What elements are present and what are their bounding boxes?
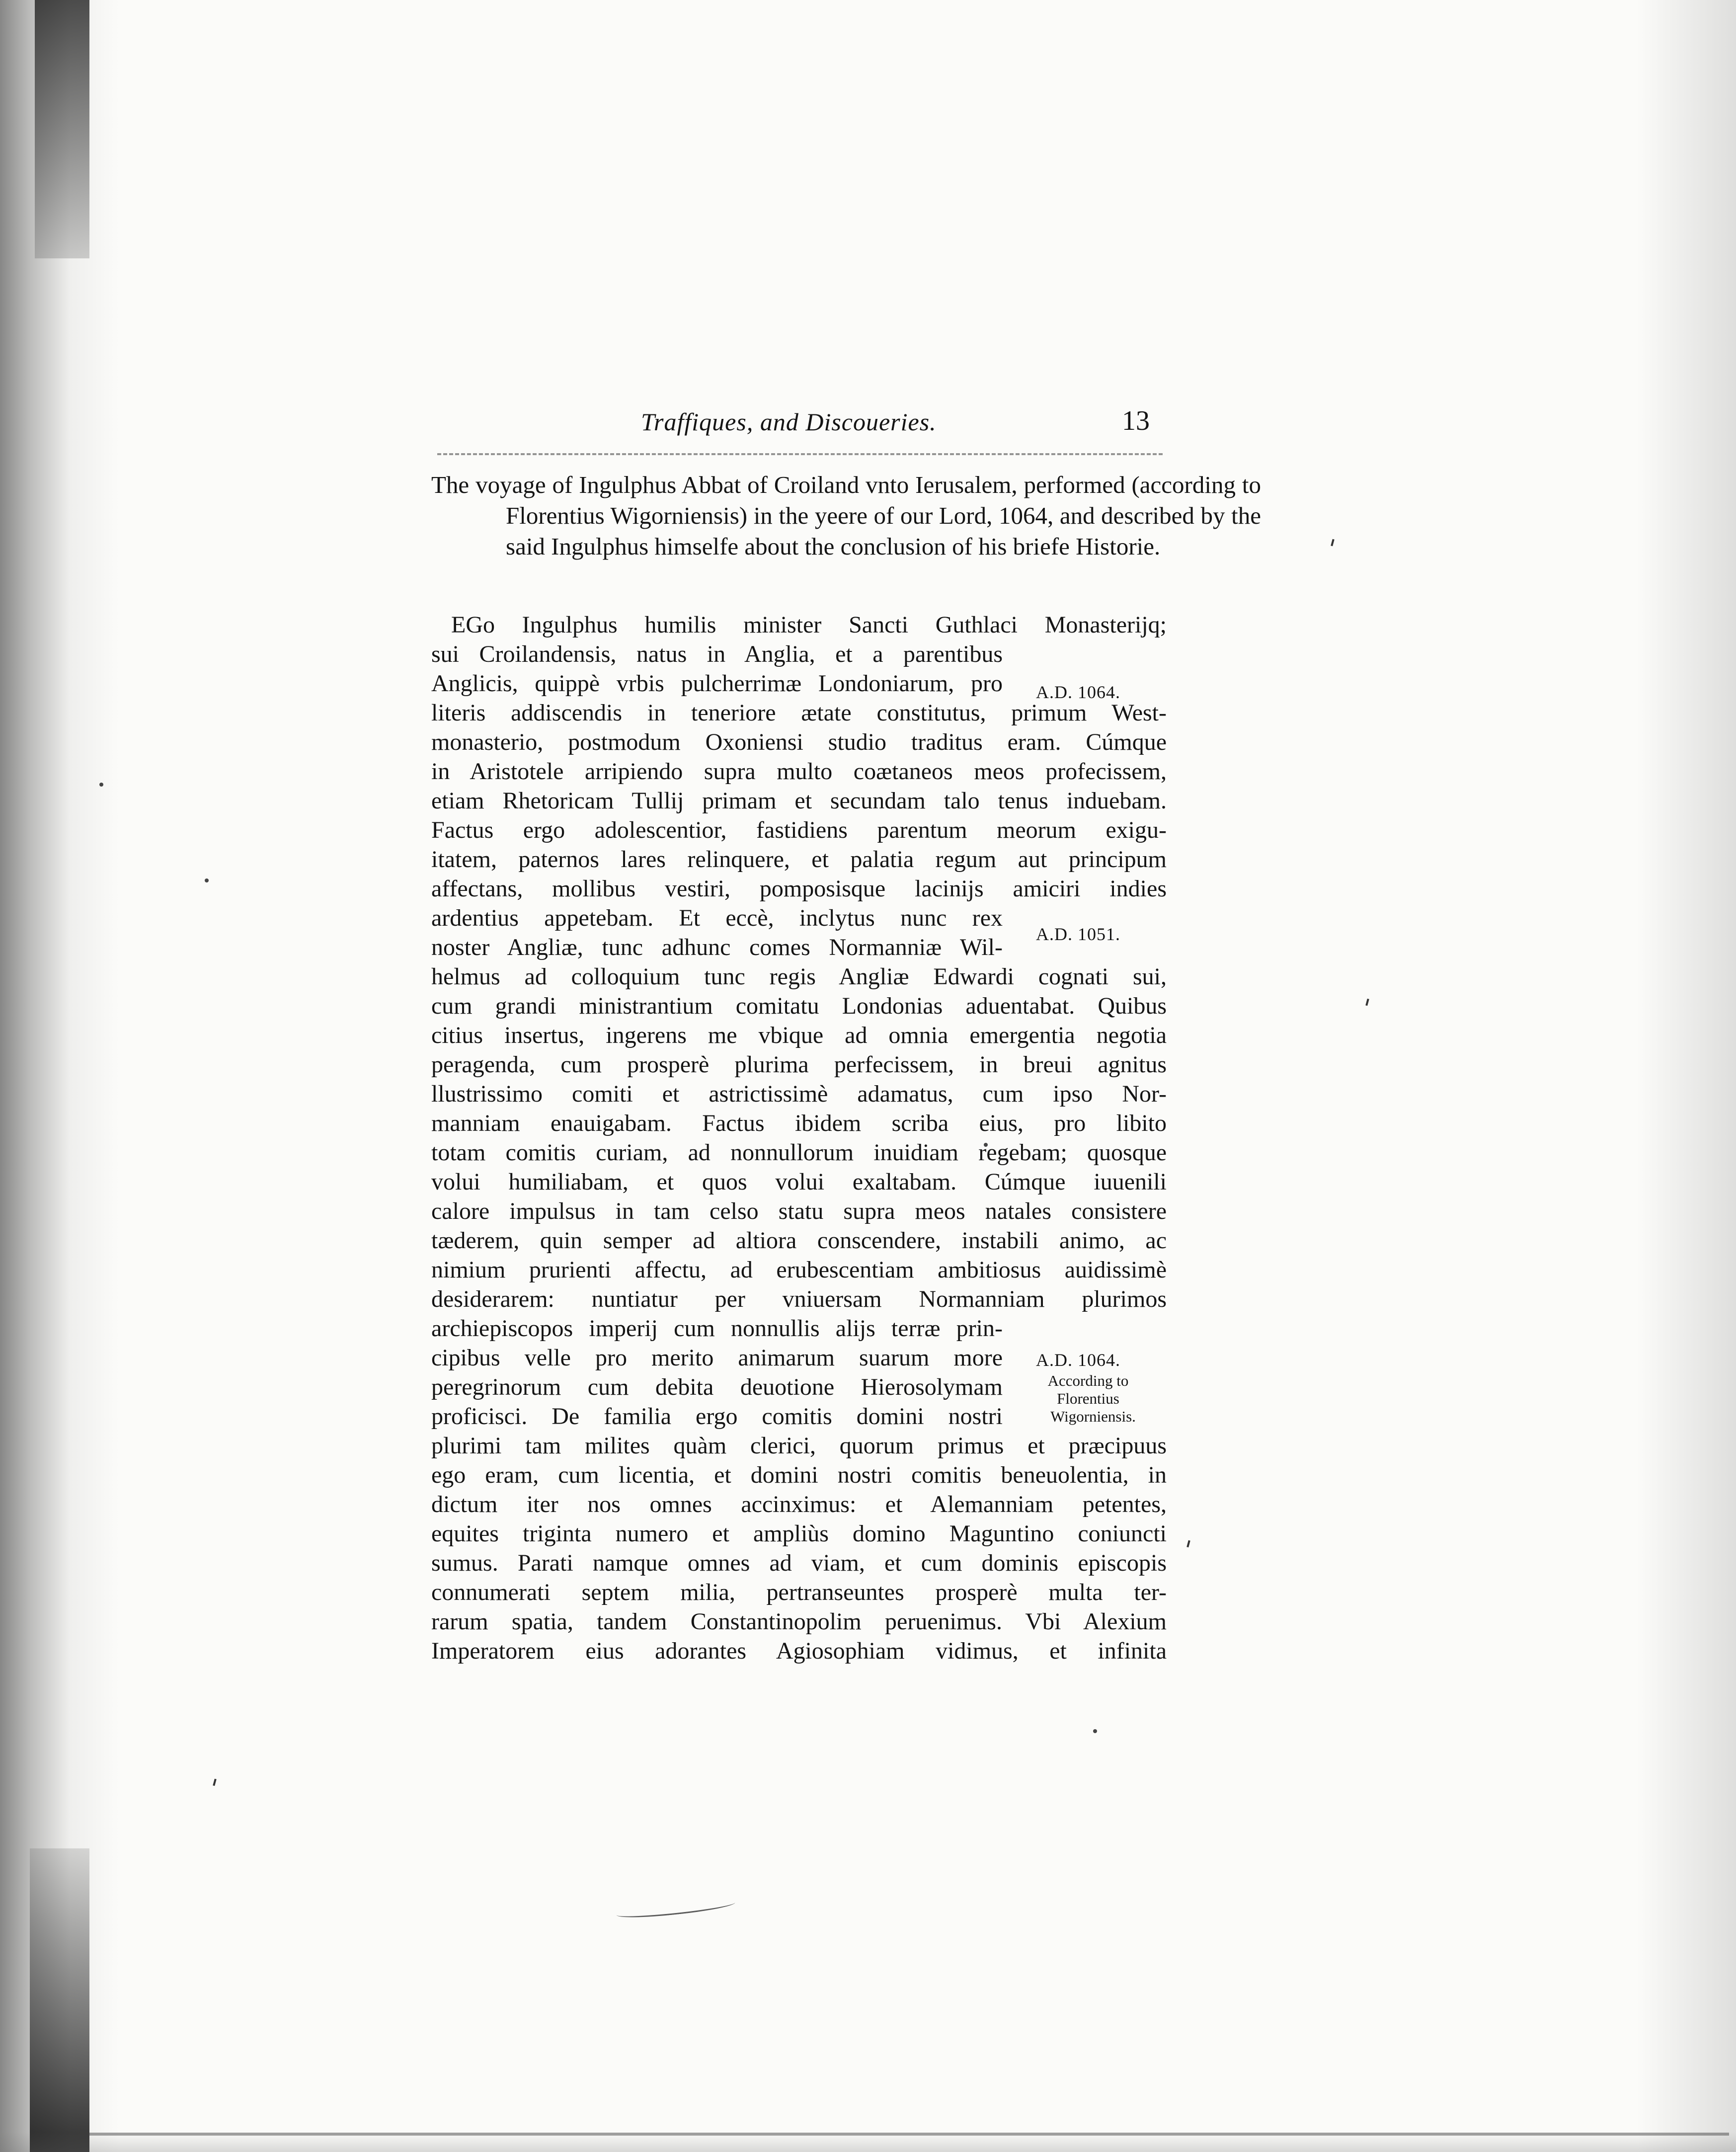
text-line: sui Croilandensis, natus in Anglia, et a parentibus	[431, 641, 1003, 667]
running-head: Traffiques, and Discoueries.	[641, 408, 937, 436]
pencil-scribble	[616, 1897, 735, 1921]
page-number: 13	[1122, 405, 1150, 436]
text-line: connumerati septem milia, pertranseuntes prosperè multa ter-	[431, 1579, 1167, 1605]
text-line: noster Angliæ, tunc adhunc comes Normanniæ Wil-	[431, 934, 1003, 960]
text-line: desiderarem: nuntiatur per vniuersam Normanniam plurimos	[431, 1286, 1167, 1312]
text-line: Factus ergo adolescentior, fastidiens parentum meorum exigu-	[431, 817, 1167, 843]
text-line: helmus ad colloquium tunc regis Angliæ Edwardi cognati sui,	[431, 963, 1167, 990]
margin-note-source: Wigorniensis.	[1050, 1408, 1136, 1425]
margin-note-source: According to	[1047, 1372, 1129, 1389]
text-line: rarum spatia, tandem Constantinopolim peruenimus. Vbi Alexium	[431, 1608, 1167, 1635]
text-line: peragenda, cum prosperè plurima perfecissem, in breui agnitus	[431, 1051, 1167, 1078]
speck	[1331, 539, 1334, 547]
text-line: Anglicis, quippè vrbis pulcherrimæ Londoniarum, pro	[431, 670, 1003, 697]
speck	[1186, 1540, 1190, 1548]
speck	[99, 783, 103, 787]
text-line: nimium prurienti affectu, ad erubescentiam ambitiosus auidissimè	[431, 1257, 1167, 1283]
text-line: ardentius appetebam. Et eccè, inclytus nunc rex	[431, 905, 1003, 931]
scan-shadow-right	[1637, 0, 1736, 2152]
text-line: volui humiliabam, et quos volui exaltabam. Cúmque iuuenili	[431, 1169, 1167, 1195]
speck	[205, 878, 209, 882]
text-line: totam comitis curiam, ad nonnullorum inuidiam regebam; quosque	[431, 1139, 1167, 1166]
header-rule	[437, 453, 1163, 455]
speck	[1365, 999, 1369, 1006]
margin-note-date: A.D. 1064.	[1036, 682, 1120, 702]
text-line: calore impulsus in tam celso statu supra meos natales consistere	[431, 1198, 1167, 1224]
text-line: equites triginta numero et ampliùs domino Maguntino coniuncti	[431, 1520, 1167, 1547]
text-line: affectans, mollibus vestiri, pomposisque lacinijs amiciri indies	[431, 876, 1167, 902]
text-line: in Aristotele arripiendo supra multo coætaneos meos profecissem,	[431, 758, 1167, 785]
text-line: citius insertus, ingerens me vbique ad omnia emergentia negotia	[431, 1022, 1167, 1048]
text-line: peregrinorum cum debita deuotione Hierosolymam	[431, 1374, 1003, 1400]
text-line: cum grandi ministrantium comitatu Londonias aduentabat. Quibus	[431, 993, 1167, 1019]
speck	[1093, 1729, 1097, 1733]
text-line: plurimi tam milites quàm clerici, quorum primus et præcipuus	[431, 1433, 1167, 1459]
margin-note-source: Florentius	[1057, 1390, 1119, 1407]
text-line: itatem, paternos lares relinquere, et palatia regum aut principum	[431, 846, 1167, 873]
text-line: dictum iter nos omnes accinximus: et Alemanniam petentes,	[431, 1491, 1167, 1517]
text-line: Imperatorem eius adorantes Agiosophiam vidimus, et infinita	[431, 1638, 1167, 1664]
text-line: etiam Rhetoricam Tullij primam et secundam talo tenus induebam.	[431, 788, 1167, 814]
body-text	[431, 610, 1167, 1666]
text-line: EGo Ingulphus humilis minister Sancti Guthlaci Monasterijq;	[451, 612, 1167, 638]
scan-shadow-left-top	[35, 0, 89, 258]
speck	[213, 1779, 216, 1786]
text-line: proficisci. De familia ergo comitis domini nostri	[431, 1403, 1003, 1430]
scan-shadow-left-bottom	[30, 1848, 89, 2152]
text-line: archiepiscopos imperij cum nonnullis alijs terræ prin-	[431, 1315, 1003, 1342]
margin-note-date: A.D. 1064.	[1036, 1350, 1120, 1370]
scan-shadow-left	[0, 0, 119, 2152]
text-line: literis addiscendis in teneriore ætate constitutus, primum West-	[431, 700, 1167, 726]
text-line: sumus. Parati namque omnes ad viam, et cum dominis episcopis	[431, 1550, 1167, 1576]
text-line: tæderem, quin semper ad altiora conscendere, instabili animo, ac	[431, 1227, 1167, 1254]
text-line: monasterio, postmodum Oxoniensi studio traditus eram. Cúmque	[431, 729, 1167, 755]
chapter-title: The voyage of Ingulphus Abbat of Croiland vnto Ierusalem, performed (according to Florentius Wigorniensis) in the yeere of our Lord, 1064, and described by the said Ingulphus himselfe about the conclusion of his briefe Historie.	[431, 471, 1261, 560]
text-line: llustrissimo comiti et astrictissimè adamatus, cum ipso Nor-	[431, 1081, 1167, 1107]
text-line: ego eram, cum licentia, et domini nostri comitis beneuolentia, in	[431, 1462, 1167, 1488]
text-line: manniam enauigabam. Factus ibidem scriba eius, pro libito	[431, 1110, 1167, 1136]
scan-bottom-line	[89, 2133, 1729, 2136]
margin-note-date: A.D. 1051.	[1036, 924, 1120, 944]
text-line: cipibus velle pro merito animarum suarum more	[431, 1345, 1003, 1371]
